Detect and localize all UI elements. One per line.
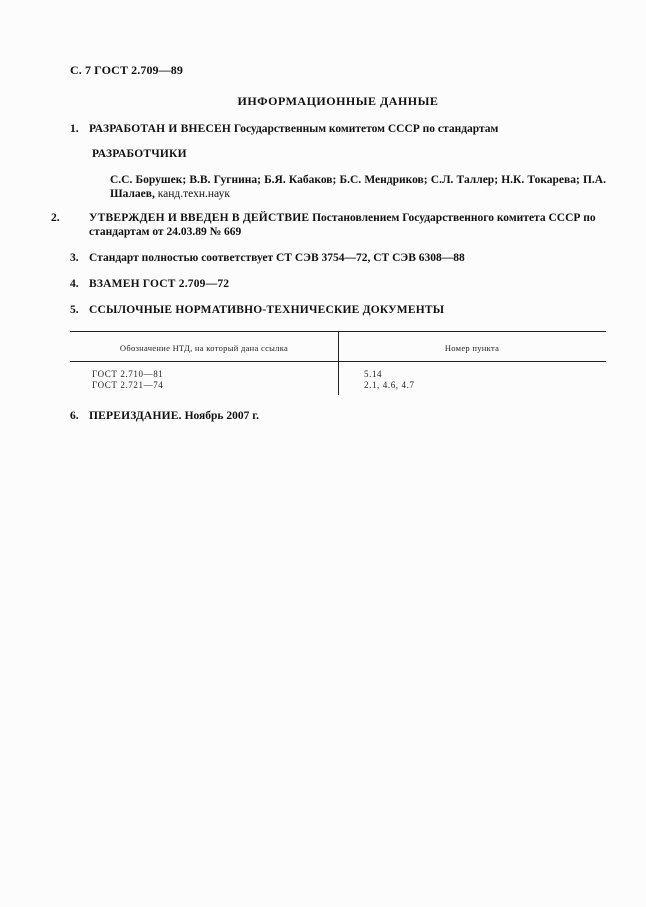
developers-list: [110, 173, 606, 201]
item-number: 1.: [70, 123, 79, 135]
item-number: 4.: [70, 278, 79, 290]
item-text: Постановлением Государственного комитета СССР по стандартам от 24.03.89 № 669: [89, 212, 596, 238]
table-cell-clause: 2.1, 4.6, 4.7: [364, 380, 415, 390]
info-item-5: [70, 303, 610, 317]
table-header-designation: Обозначение НТД, на который дана ссылка: [119, 343, 289, 353]
item-text: Государственным комитетом СССР по стандартам: [231, 123, 499, 135]
table-column-divider: [338, 331, 339, 395]
item-number: 5.: [70, 304, 79, 316]
developers-heading: РАЗРАБОТЧИКИ: [92, 148, 187, 160]
item-number: 6.: [70, 410, 79, 422]
item-caps: ВЗАМЕН ГОСТ 2.709—72: [89, 278, 230, 290]
section-title: ИНФОРМАЦИОННЫЕ ДАННЫЕ: [237, 94, 439, 108]
item-number: 2.: [51, 212, 60, 224]
info-item-4: [70, 277, 610, 291]
page-header: С. 7 ГОСТ 2.709—89: [70, 63, 183, 77]
info-item-2: [51, 211, 629, 239]
info-item-3: [70, 251, 610, 265]
item-text: Ноябрь 2007 г.: [181, 410, 260, 422]
item-number: 3.: [70, 252, 79, 264]
info-item-6: [70, 409, 610, 423]
table-cell-designation: ГОСТ 2.721—74: [92, 380, 164, 390]
developer-degree: канд.техн.наук: [154, 188, 230, 200]
item-caps: ПЕРЕИЗДАНИЕ.: [89, 410, 182, 422]
table-cell-designation: ГОСТ 2.710—81: [92, 369, 164, 379]
info-item-1: [70, 122, 610, 136]
item-text: Стандарт полностью соответствует СТ СЭВ 3754—72, СТ СЭВ 6308—88: [89, 252, 465, 264]
item-caps: УТВЕРЖДЕН И ВВЕДЕН В ДЕЙСТВИЕ: [89, 212, 310, 224]
developer-names: С.С. Борушек; В.В. Гугнина; Б.Я. Кабаков; Б.С. Мендриков; С.Л. Таллер; Н.К. Токарева; П.А. Шалаев,: [110, 174, 606, 200]
table-header-clause: Номер пункта: [444, 343, 500, 353]
item-caps: ССЫЛОЧНЫЕ НОРМАТИВНО-ТЕХНИЧЕСКИЕ ДОКУМЕНТЫ: [89, 304, 445, 316]
item-caps: РАЗРАБОТАН И ВНЕСЕН: [89, 123, 232, 135]
table-cell-clause: 5.14: [364, 369, 383, 379]
